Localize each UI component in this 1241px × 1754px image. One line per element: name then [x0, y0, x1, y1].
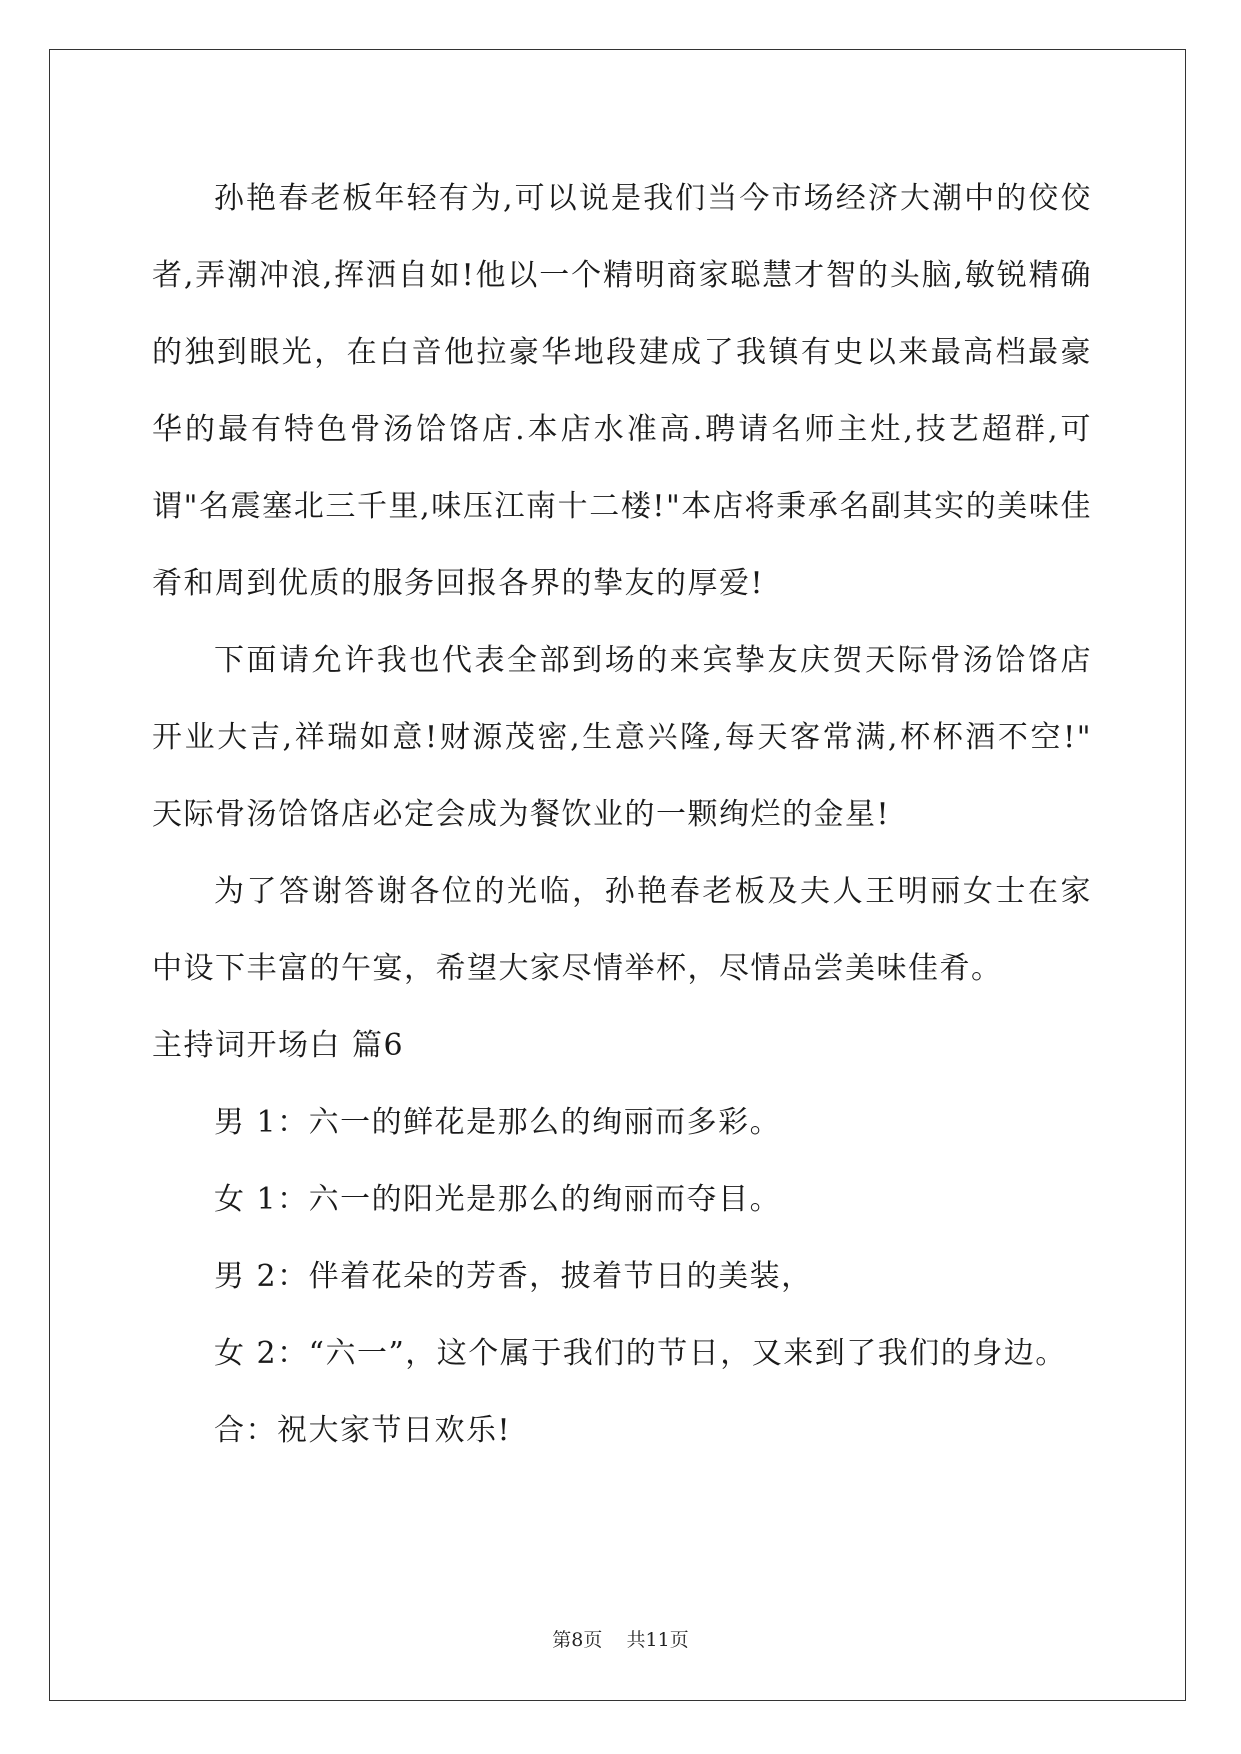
page-indicator: 第8页 共11页	[552, 1629, 689, 1651]
paragraph-1: 孙艳春老板年轻有为,可以说是我们当今市场经济大潮中的佼佼者,弄潮冲浪,挥洒自如!他以一个精明商家聪慧才智的头脑,敏锐精确的独到眼光，在白音他拉豪华地段建成了我镇有史以来最高档最豪华的最有特色骨汤饸饹店.本店水准高.聘请名师主灶,技艺超群,可谓"名震塞北三千里,味压江南十二楼!"本店将秉承名副其实的美味佳肴和周到优质的服务回报各界的挚友的厚爱!	[152, 181, 1092, 601]
page-footer	[0, 1625, 1241, 1652]
dialogue-line-2: 女 1：六一的阳光是那么的绚丽而夺目。	[214, 1182, 782, 1217]
dialogue-line-4: 女 2：“六一”，这个属于我们的节日，又来到了我们的身边。	[214, 1336, 1067, 1371]
section-heading: 主持词开场白 篇6	[152, 1028, 405, 1063]
paragraph-3: 为了答谢答谢各位的光临，孙艳春老板及夫人王明丽女士在家中设下丰富的午宴，希望大家尽情举杯，尽情品尝美味佳肴。	[152, 874, 1092, 986]
dialogue-line-1: 男 1：六一的鲜花是那么的绚丽而多彩。	[214, 1105, 782, 1140]
dialogue-line-5: 合：祝大家节日欢乐!	[214, 1413, 512, 1448]
dialogue-line-3: 男 2：伴着花朵的芳香，披着节日的美装，	[214, 1259, 813, 1294]
document-body	[152, 160, 1092, 1469]
paragraph-2: 下面请允许我也代表全部到场的来宾挚友庆贺天际骨汤饸饹店开业大吉,祥瑞如意!财源茂密,生意兴隆,每天客常满,杯杯酒不空!" 天际骨汤饸饹店必定会成为餐饮业的一颗绚烂的金星!	[152, 643, 1092, 832]
